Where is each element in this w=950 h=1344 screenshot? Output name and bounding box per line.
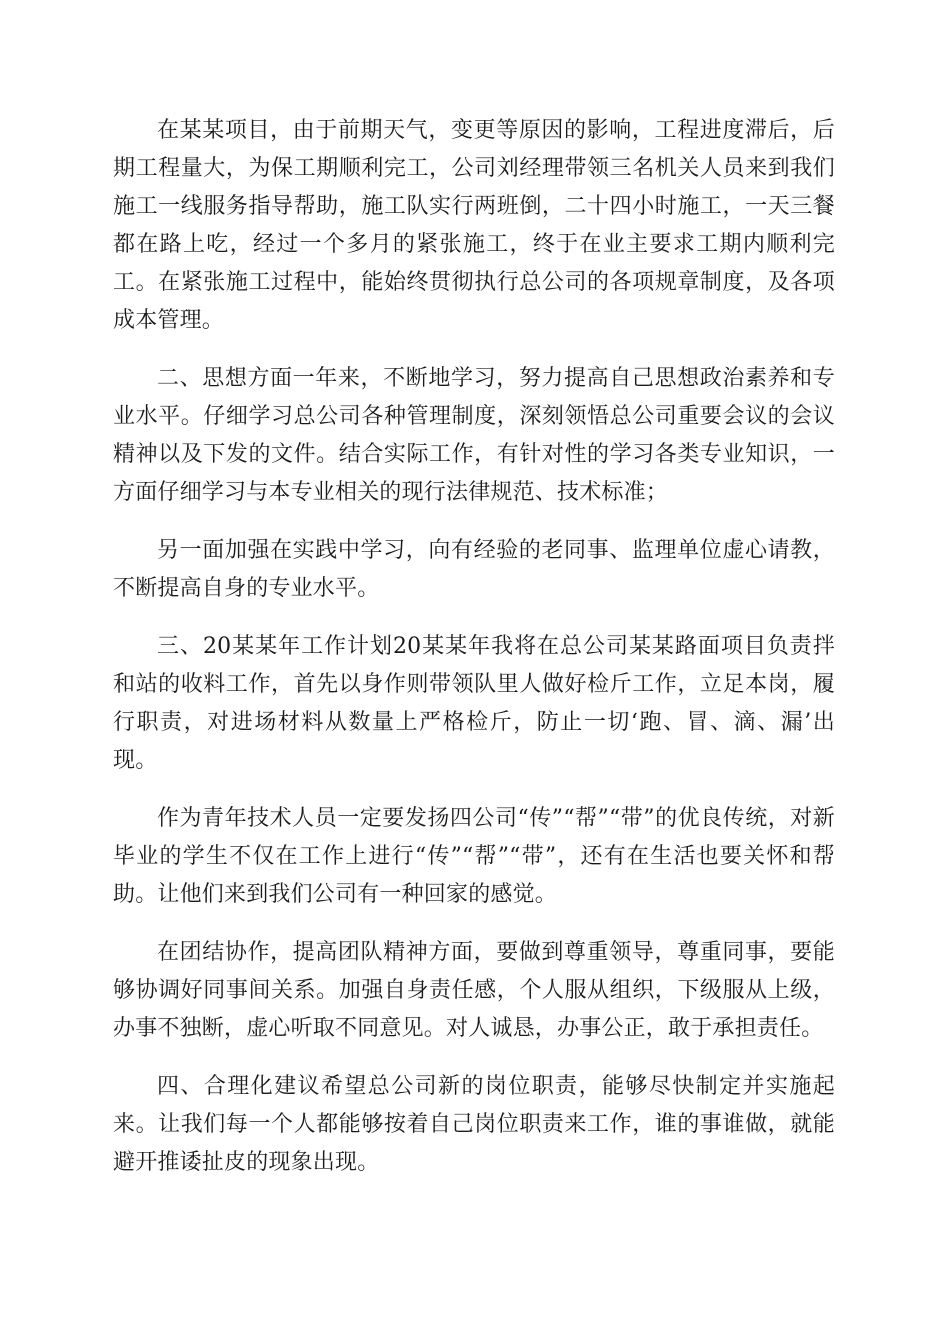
paragraph-project-progress: 在某某项目，由于前期天气，变更等原因的影响，工程进度滞后，后期工程量大，为保工期顺利完工，公司刘经理带领三名机关人员来到我们施工一线服务指导帮助，施工队实行两班倒，二十四小时施工，一天三餐都在路上吃，经过一个多月的紧张施工，终于在业主要求工期内顺利完工。在紧张施工过程中，能始终贯彻执行总公司的各项规章制度，及各项成本管理。	[113, 118, 835, 333]
paragraph-suggestions: 四、合理化建议希望总公司新的岗位职责，能够尽快制定并实施起来。让我们每一个人都能够按着自己岗位职责来工作，谁的事谁做，就能避开推诿扯皮的现象出现。	[113, 1074, 835, 1175]
paragraph-work-plan: 三、20某某年工作计划20某某年我将在总公司某某路面项目负责拌和站的收料工作，首先以身作则带领队里人做好检斤工作，立足本岗，履行职责，对进场材料从数量上严格检斤，防止一切‘跑、冒、滴、漏’出现。	[113, 634, 835, 773]
paragraph-ideology: 二、思想方面一年来，不断地学习，努力提高自己思想政治素养和专业水平。仔细学习总公司各种管理制度，深刻领悟总公司重要会议的会议精神以及下发的文件。结合实际工作，有针对性的学习各类专业知识，一方面仔细学习与本专业相关的现行法律规范、技术标准；	[113, 366, 835, 505]
paragraph-mentoring: 作为青年技术人员一定要发扬四公司“传”“帮”“带”的优良传统，对新毕业的学生不仅在工作上进行“传”“帮”“带”，还有在生活也要关怀和帮助。让他们来到我们公司有一种回家的感觉。	[113, 806, 835, 907]
paragraph-practice-learning: 另一面加强在实践中学习，向有经验的老同事、监理单位虚心请教，不断提高自身的专业水平。	[113, 538, 835, 601]
document-body	[113, 112, 835, 1202]
paragraph-teamwork: 在团结协作，提高团队精神方面，要做到尊重领导，尊重同事，要能够协调好同事间关系。加强自身责任感，个人服从组织，下级服从上级，办事不独断，虚心听取不同意见。对人诚恳，办事公正，敢于承担责任。	[113, 940, 835, 1041]
